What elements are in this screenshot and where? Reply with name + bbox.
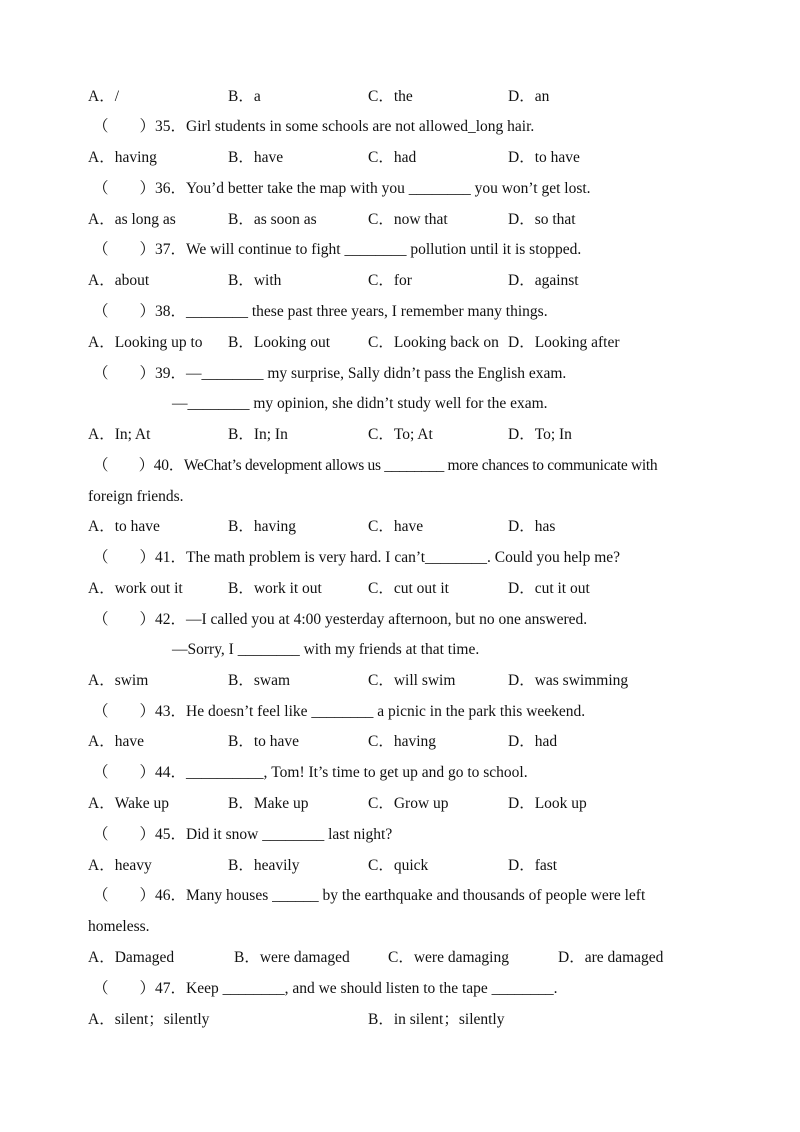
option-c: C．having [368, 733, 437, 750]
option-c: C．have [368, 518, 424, 535]
question-35: （ ）35．Girl students in some schools are not allowed_long hair. [93, 118, 535, 135]
option-d: D．Looking after [508, 334, 620, 351]
option-c: C．for [368, 272, 412, 289]
option-c: C．the [368, 88, 413, 105]
option-a: A．having [88, 149, 157, 166]
option-a: A．about [88, 272, 150, 289]
question-40-continuation: foreign friends. [88, 488, 184, 505]
option-b: B．a [228, 88, 261, 105]
question-41: （ ）41．The math problem is very hard. I can’t________. Could you help me? [93, 549, 621, 566]
option-a: A．as long as [88, 211, 176, 228]
option-d: D．against [508, 272, 579, 289]
option-a: A．/ [88, 88, 120, 105]
question-39-continuation: —________ my opinion, she didn’t study well for the exam. [172, 395, 548, 412]
option-d: D．so that [508, 211, 576, 228]
option-a: A．In; At [88, 426, 151, 443]
option-d: D．cut it out [508, 580, 590, 597]
option-c: C．To; At [368, 426, 433, 443]
question-39: （ ）39．—________ my surprise, Sally didn’t pass the English exam. [93, 365, 567, 382]
option-b: B．Make up [228, 795, 309, 812]
option-a: A．to have [88, 518, 160, 535]
option-a: A．heavy [88, 857, 152, 874]
option-c: C．were damaging [388, 949, 509, 966]
option-d: D．fast [508, 857, 558, 874]
option-c: C．Looking back on [368, 334, 499, 351]
option-b: B．In; In [228, 426, 288, 443]
option-b: B．Looking out [228, 334, 331, 351]
question-37: （ ）37．We will continue to fight ________ pollution until it is stopped. [93, 241, 582, 258]
question-44: （ ）44．__________, Tom! It’s time to get up and go to school. [93, 764, 528, 781]
option-c: C．Grow up [368, 795, 449, 812]
option-a: A．silent；silently [88, 1011, 210, 1028]
question-46: （ ）46．Many houses ______ by the earthquake and thousands of people were left [93, 887, 646, 904]
option-b: B．have [228, 149, 284, 166]
option-c: C．quick [368, 857, 429, 874]
option-a: A．swim [88, 672, 149, 689]
option-a: A．work out it [88, 580, 183, 597]
option-d: D．has [508, 518, 556, 535]
option-c: C．now that [368, 211, 448, 228]
option-b: B．were damaged [234, 949, 350, 966]
option-b: B．work it out [228, 580, 322, 597]
question-43: （ ）43．He doesn’t feel like ________ a picnic in the park this weekend. [93, 703, 586, 720]
option-c: C．cut out it [368, 580, 449, 597]
option-c: C．had [368, 149, 417, 166]
option-d: D．had [508, 733, 558, 750]
option-b: B．swam [228, 672, 291, 689]
question-36: （ ）36．You’d better take the map with you ________ you won’t get lost. [93, 180, 591, 197]
option-b: B．with [228, 272, 282, 289]
question-45: （ ）45．Did it snow ________ last night? [93, 826, 393, 843]
option-d: D．was swimming [508, 672, 629, 689]
option-d: D．are damaged [558, 949, 664, 966]
option-a: A．Wake up [88, 795, 169, 812]
option-c: C．will swim [368, 672, 456, 689]
option-d: D．Look up [508, 795, 587, 812]
question-42: （ ）42．—I called you at 4:00 yesterday afternoon, but no one answered. [93, 611, 588, 628]
option-b: B．as soon as [228, 211, 317, 228]
option-a: A．have [88, 733, 144, 750]
question-47: （ ）47．Keep ________, and we should listen to the tape ________. [93, 980, 558, 997]
option-d: D．an [508, 88, 550, 105]
option-b: B．heavily [228, 857, 300, 874]
question-38: （ ）38．________ these past three years, I remember many things. [93, 303, 548, 320]
option-d: D．To; In [508, 426, 572, 443]
option-a: A．Looking up to [88, 334, 203, 351]
question-46-continuation: homeless. [88, 918, 150, 935]
option-a: A．Damaged [88, 949, 175, 966]
question-42-continuation: —Sorry, I ________ with my friends at that time. [172, 641, 480, 658]
option-b: B．to have [228, 733, 300, 750]
question-40: （ ）40．WeChat’s development allows us ________ more chances to communicate with [93, 457, 658, 474]
option-b: B．having [228, 518, 297, 535]
option-b: B．in silent；silently [368, 1011, 505, 1028]
option-d: D．to have [508, 149, 580, 166]
